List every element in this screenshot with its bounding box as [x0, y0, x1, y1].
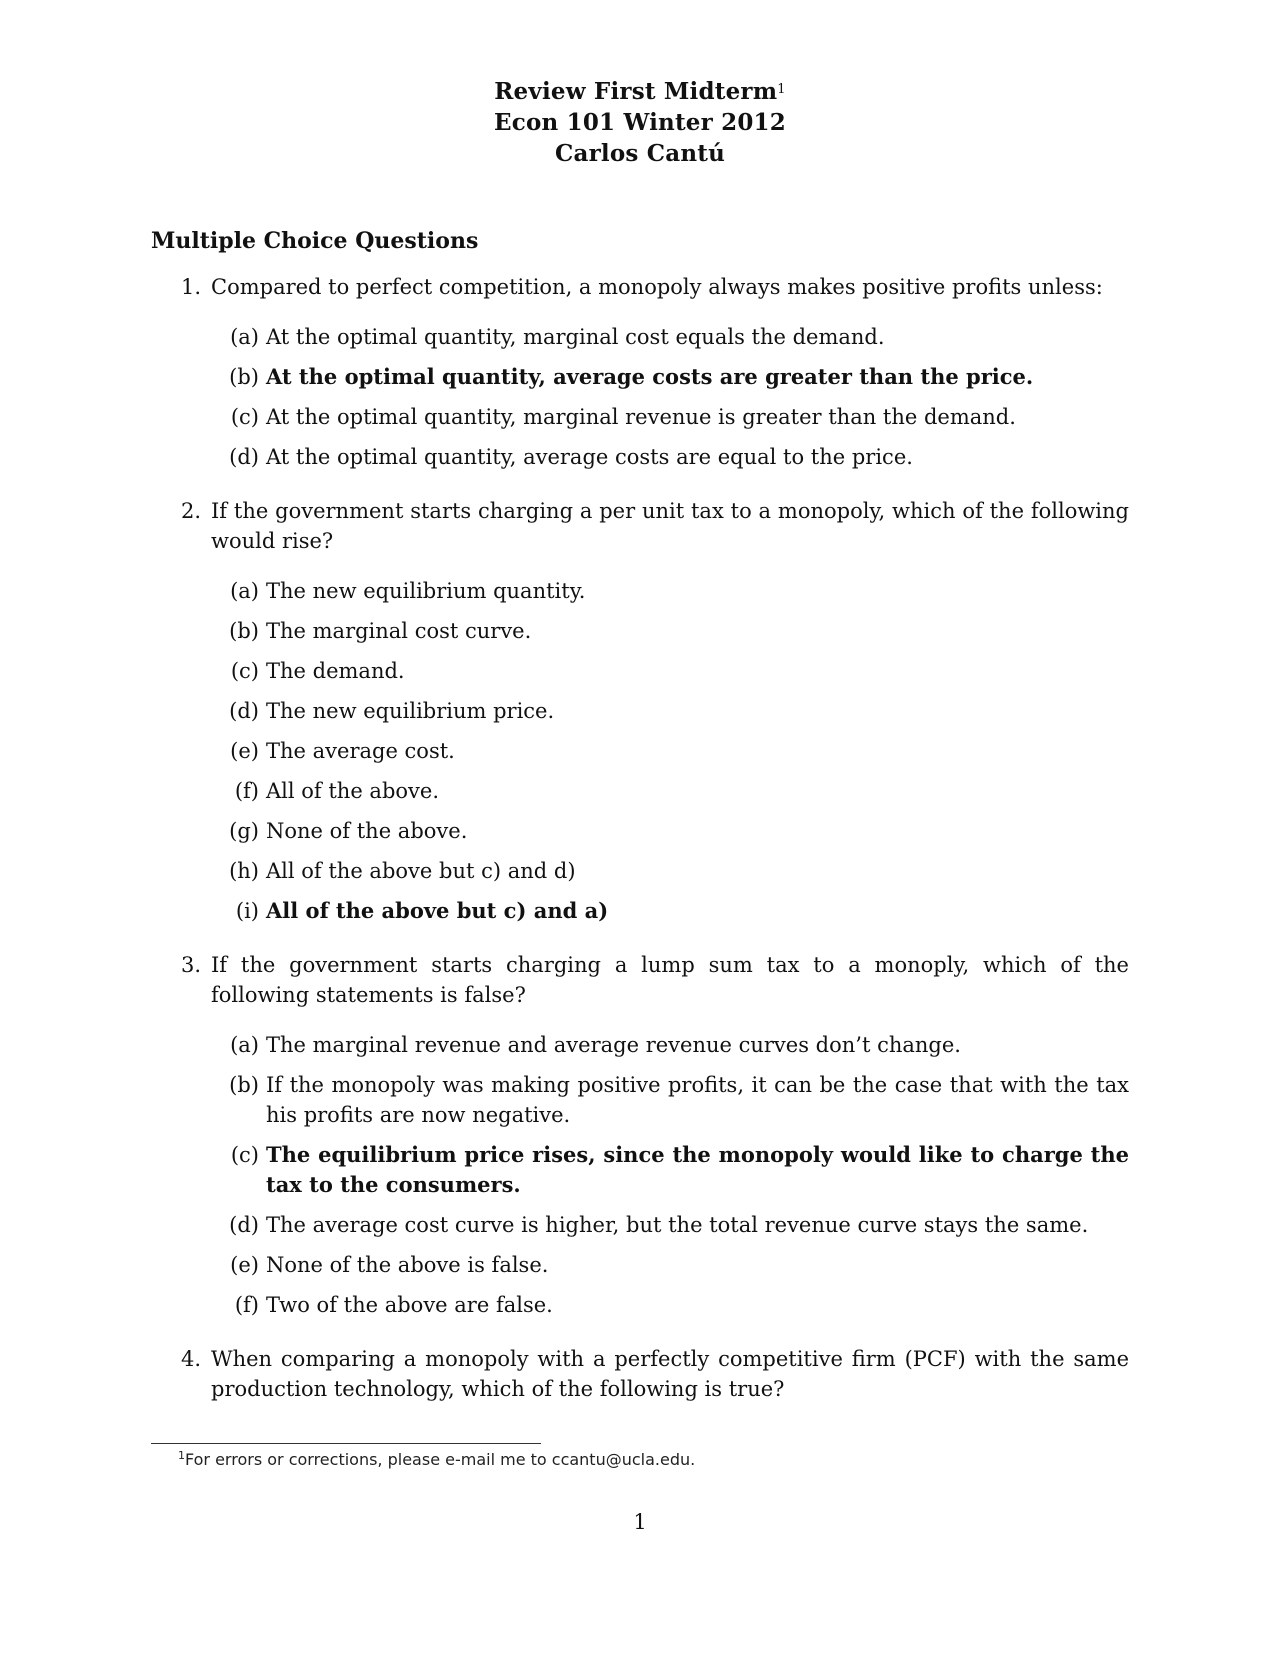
question-list	[151, 272, 1129, 1428]
answer-option	[211, 816, 1129, 846]
section-title: Multiple Choice Questions	[151, 228, 479, 254]
page-number: 1	[633, 1510, 647, 1534]
answer-option	[211, 696, 1129, 726]
footnote	[178, 1450, 695, 1469]
question-4	[151, 1344, 1129, 1404]
option-text: The average cost curve is higher, but the total revenue curve stays the same.	[266, 1213, 1089, 1237]
document-title	[0, 76, 1280, 107]
option-text: The average cost.	[266, 739, 455, 763]
option-label: (e)	[230, 739, 259, 763]
option-label: (f)	[234, 779, 259, 803]
question-text: If the government starts charging a per unit tax to a monopoly, which of the following would rise?	[211, 499, 1129, 553]
option-text: None of the above.	[266, 819, 468, 843]
answer-option	[211, 656, 1129, 686]
option-label: (f)	[234, 1293, 259, 1317]
answer-option	[211, 1070, 1129, 1130]
answer-option	[211, 1210, 1129, 1240]
answer-option	[211, 736, 1129, 766]
option-list	[211, 322, 1129, 472]
answer-option-correct	[211, 896, 1129, 926]
option-list	[211, 1030, 1129, 1320]
answer-option	[211, 776, 1129, 806]
answer-option	[211, 616, 1129, 646]
question-text: If the government starts charging a lump sum tax to a monoply, which of the following statements is false?	[211, 953, 1129, 1007]
answer-option	[211, 1290, 1129, 1320]
option-label: (i)	[235, 899, 259, 923]
answer-option	[211, 322, 1129, 352]
title-text: Review First Midterm	[494, 78, 778, 105]
option-text: Two of the above are false.	[266, 1293, 553, 1317]
document-header	[0, 76, 1280, 169]
footnote-text: For errors or corrections, please e-mail me to ccantu@ucla.edu.	[185, 1450, 696, 1469]
option-label: (d)	[229, 699, 259, 723]
question-2	[151, 496, 1129, 926]
question-number: 3.	[181, 953, 202, 977]
answer-option	[211, 402, 1129, 432]
course-line: Econ 101 Winter 2012	[494, 109, 786, 136]
answer-option	[211, 1250, 1129, 1280]
option-label: (c)	[230, 659, 259, 683]
option-text: At the optimal quantity, average costs are equal to the price.	[266, 445, 913, 469]
question-text: Compared to perfect competition, a monopoly always makes positive profits unless:	[211, 275, 1103, 299]
option-label: (c)	[230, 405, 259, 429]
option-label: (a)	[230, 579, 259, 603]
option-label: (g)	[229, 819, 259, 843]
option-label: (b)	[229, 365, 259, 389]
option-label: (b)	[229, 619, 259, 643]
question-number: 4.	[181, 1347, 202, 1371]
option-label: (c)	[230, 1143, 259, 1167]
answer-option-correct	[211, 1140, 1129, 1200]
option-text: At the optimal quantity, average costs are greater than the price.	[266, 364, 1034, 389]
option-label: (d)	[229, 445, 259, 469]
answer-option	[211, 1030, 1129, 1060]
option-text: The marginal revenue and average revenue curves don’t change.	[266, 1033, 961, 1057]
option-label: (b)	[229, 1073, 259, 1097]
option-text: All of the above but c) and d)	[266, 859, 576, 883]
footnote-divider	[151, 1443, 541, 1444]
question-number: 1.	[181, 275, 202, 299]
option-label: (e)	[230, 1253, 259, 1277]
option-text: At the optimal quantity, marginal revenue is greater than the demand.	[266, 405, 1016, 429]
author-line: Carlos Cantú	[554, 140, 726, 167]
footnote-mark: 1	[178, 1449, 185, 1462]
option-text: The equilibrium price rises, since the monopoly would like to charge the tax to the consumers.	[266, 1142, 1129, 1197]
footnote-marker: 1	[777, 82, 786, 97]
answer-option	[211, 576, 1129, 606]
option-text: At the optimal quantity, marginal cost equals the demand.	[266, 325, 885, 349]
option-text: All of the above.	[266, 779, 440, 803]
option-label: (h)	[229, 859, 259, 883]
question-text: When comparing a monopoly with a perfectly competitive firm (PCF) with the same production technology, which of the following is true?	[211, 1347, 1129, 1401]
answer-option	[211, 856, 1129, 886]
option-text: The demand.	[266, 659, 405, 683]
answer-option	[211, 442, 1129, 472]
option-text: All of the above but c) and a)	[266, 898, 609, 923]
option-text: The marginal cost curve.	[266, 619, 532, 643]
option-label: (d)	[229, 1213, 259, 1237]
option-text: The new equilibrium quantity.	[266, 579, 586, 603]
question-number: 2.	[181, 499, 202, 523]
option-text: If the monopoly was making positive profits, it can be the case that with the tax his profits are now negative.	[266, 1073, 1129, 1127]
answer-option-correct	[211, 362, 1129, 392]
question-3	[151, 950, 1129, 1320]
option-text: None of the above is false.	[266, 1253, 549, 1277]
option-label: (a)	[230, 1033, 259, 1057]
option-label: (a)	[230, 325, 259, 349]
option-text: The new equilibrium price.	[266, 699, 555, 723]
question-1	[151, 272, 1129, 472]
option-list	[211, 576, 1129, 926]
